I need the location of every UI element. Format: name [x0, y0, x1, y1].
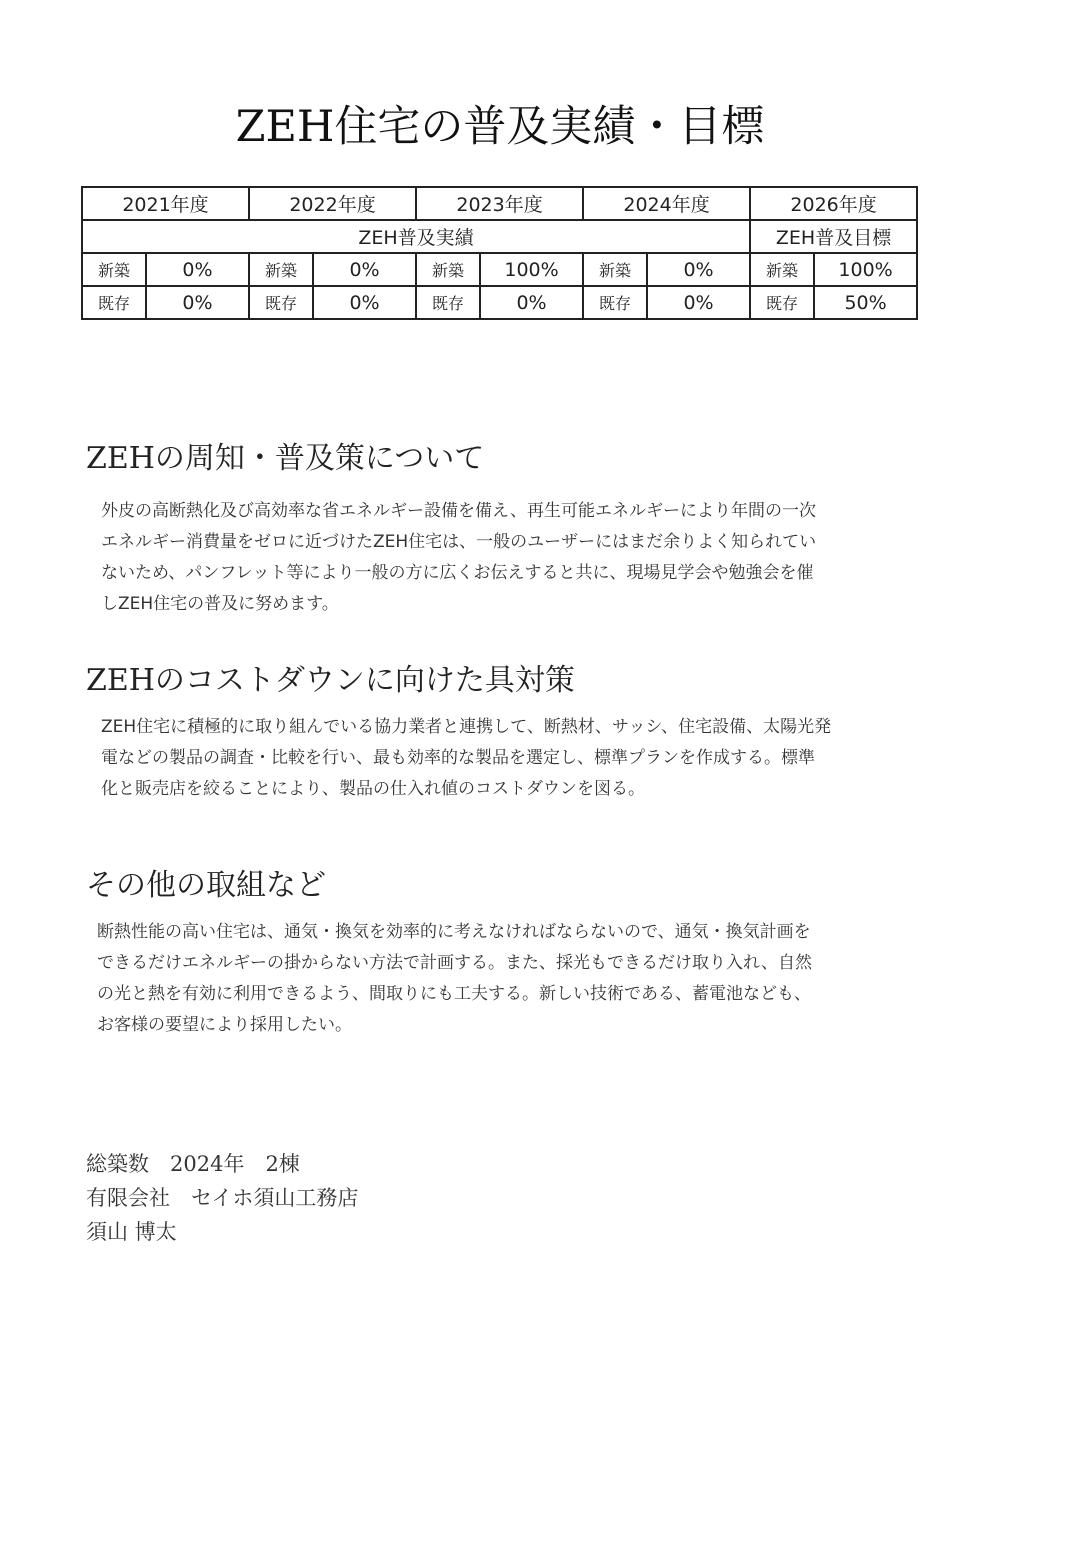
new-label: 新築 — [249, 253, 313, 286]
new-value: 100% — [814, 253, 917, 286]
section-heading-other: その他の取組など — [86, 868, 326, 903]
section-body-other — [97, 917, 812, 1041]
section-heading-promotion: ZEHの周知・普及策について — [86, 441, 485, 476]
paragraph-line: お客様の要望により採用したい。 — [97, 1015, 352, 1035]
section-heading-cost-down: ZEHのコストダウンに向けた具対策 — [86, 663, 575, 698]
existing-value: 0% — [480, 286, 583, 319]
new-label: 新築 — [416, 253, 480, 286]
paragraph-line: 電などの製品の調査・比較を行い、最も効率的な製品を選定し、標準プランを作成する。標準 — [101, 748, 815, 768]
year-header: 2024年度 — [583, 187, 750, 220]
paragraph-line: エネルギー消費量をゼロに近づけたZEH住宅は、一般のユーザーにはまだ余りよく知られてい — [101, 532, 817, 552]
new-label: 新築 — [583, 253, 647, 286]
page-title: ZEH住宅の普及実績・目標 — [235, 102, 765, 152]
results-label: ZEH普及実績 — [82, 220, 750, 253]
new-value: 100% — [480, 253, 583, 286]
existing-row — [82, 286, 917, 319]
paragraph-line: ないため、パンフレット等により一般の方に広くお伝えすると共に、現場見学会や勉強会を催 — [101, 563, 814, 583]
paragraph-line: できるだけエネルギーの掛からない方法で計画する。また、採光もできるだけ取り入れ、自然 — [97, 953, 813, 973]
category-row — [82, 220, 917, 253]
section-body-cost-down — [101, 712, 831, 805]
target-label: ZEH普及目標 — [750, 220, 917, 253]
existing-label: 既存 — [416, 286, 480, 319]
zeh-table — [81, 186, 918, 320]
existing-label: 既存 — [750, 286, 814, 319]
paragraph-line: 化と販売店を絞ることにより、製品の仕入れ値のコストダウンを図る。 — [101, 779, 645, 799]
paragraph-line: ZEH住宅に積極的に取り組んでいる協力業者と連携して、断熱材、サッシ、住宅設備、太陽光発 — [101, 717, 832, 737]
section-body-promotion — [101, 496, 816, 620]
new-value: 0% — [146, 253, 249, 286]
year-header: 2023年度 — [416, 187, 583, 220]
existing-label: 既存 — [249, 286, 313, 319]
footer-block — [86, 1147, 358, 1249]
total-builds: 総築数 2024年 2棟 — [86, 1152, 300, 1176]
existing-label: 既存 — [583, 286, 647, 319]
person-name: 須山 博太 — [86, 1220, 177, 1244]
company-name: 有限会社 セイホ須山工務店 — [86, 1186, 359, 1210]
year-row — [82, 187, 917, 220]
existing-value: 50% — [814, 286, 917, 319]
year-header: 2022年度 — [249, 187, 416, 220]
paragraph-line: の光と熱を有効に利用できるよう、間取りにも工夫する。新しい技術である、蓄電池なども、 — [97, 984, 811, 1004]
year-header: 2026年度 — [750, 187, 917, 220]
existing-value: 0% — [647, 286, 750, 319]
new-label: 新築 — [750, 253, 814, 286]
year-header: 2021年度 — [82, 187, 249, 220]
existing-value: 0% — [146, 286, 249, 319]
new-build-row — [82, 253, 917, 286]
new-label: 新築 — [82, 253, 146, 286]
paragraph-line: しZEH住宅の普及に努めます。 — [101, 594, 339, 614]
paragraph-line: 外皮の高断熱化及び高効率な省エネルギー設備を備え、再生可能エネルギーにより年間の一次 — [101, 501, 817, 521]
new-value: 0% — [313, 253, 416, 286]
paragraph-line: 断熱性能の高い住宅は、通気・換気を効率的に考えなければならないので、通気・換気計画を — [97, 922, 811, 942]
new-value: 0% — [647, 253, 750, 286]
existing-label: 既存 — [82, 286, 146, 319]
existing-value: 0% — [313, 286, 416, 319]
